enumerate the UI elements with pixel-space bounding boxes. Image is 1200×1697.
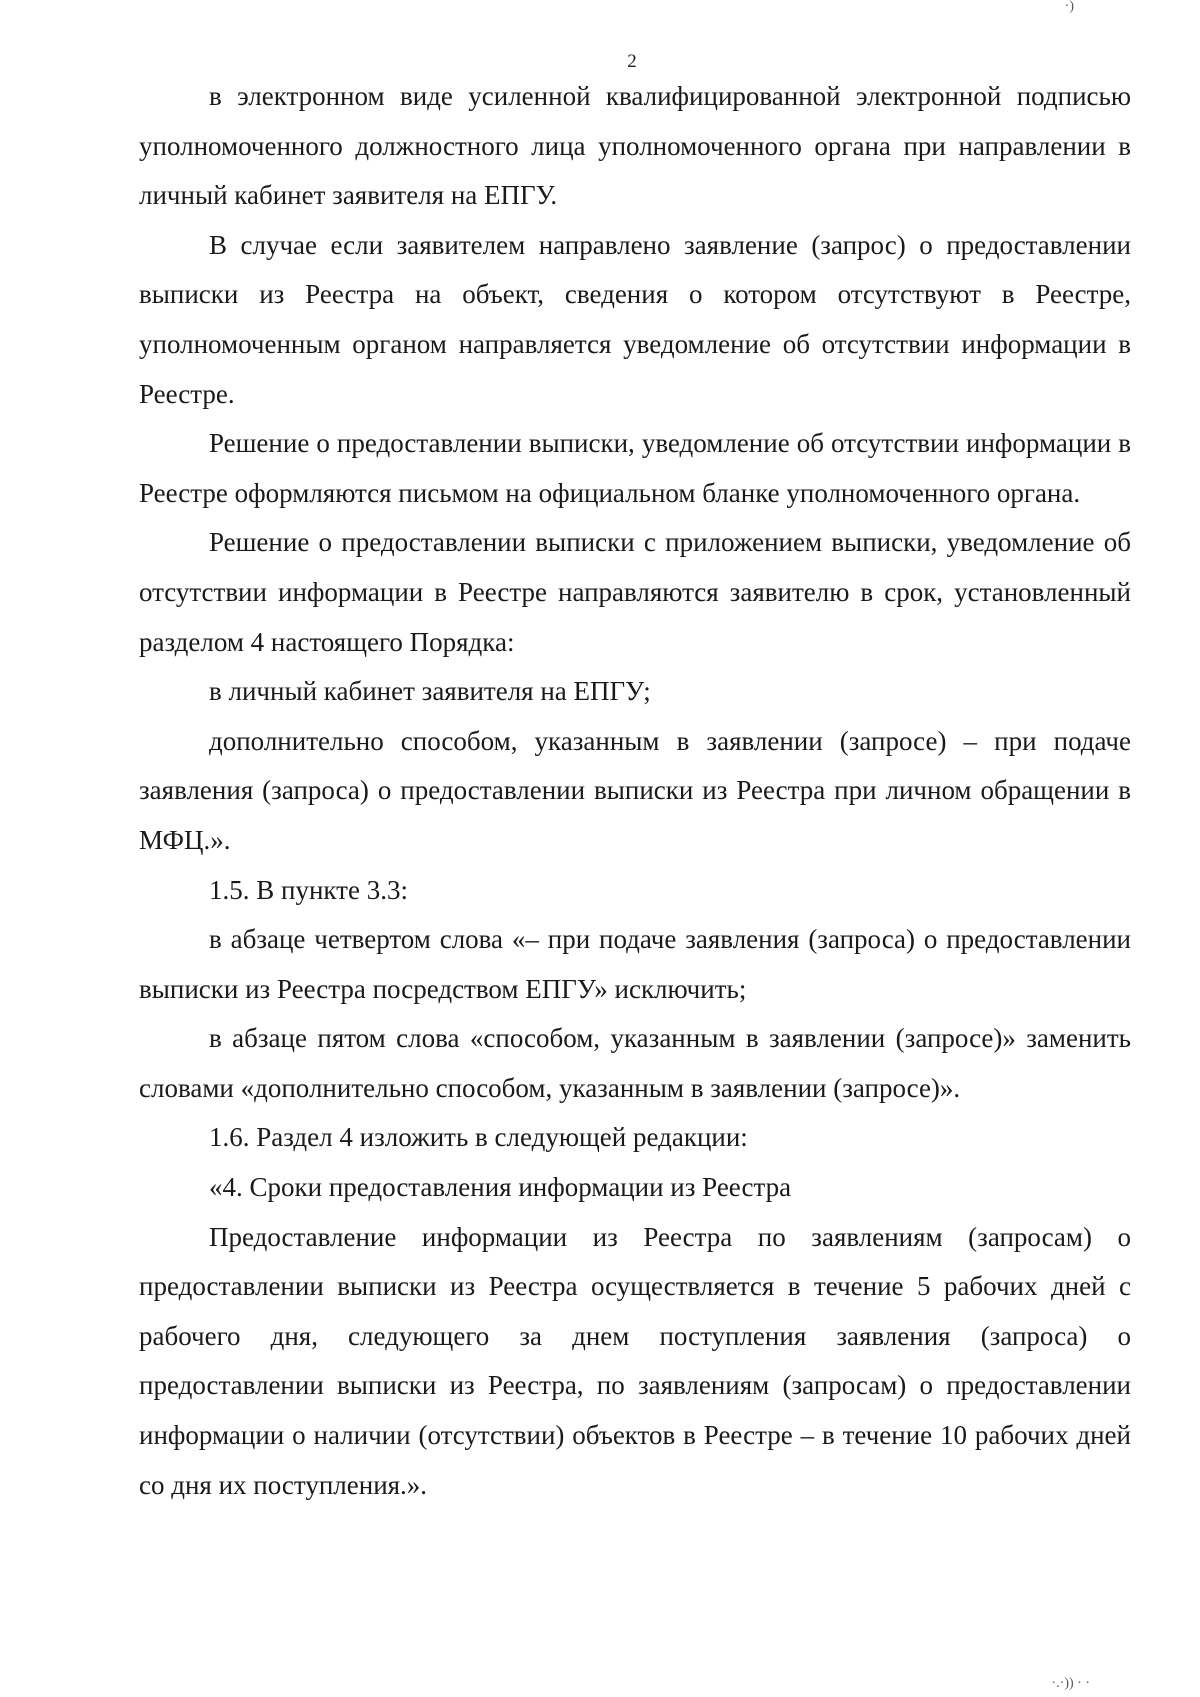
paragraph-amend-fifth: в абзаце пятом слова «способом, указанным в заявлении (запросе)» заменить словами «дополнительно способом, указанным в заявлении (запросе)». <box>139 1023 1131 1103</box>
paragraph-signature-method: в электронном виде усиленной квалифицированной электронной подписью уполномоченного должностного лица уполномоченного органа при направлении в личный кабинет заявителя на ЕПГУ. <box>139 81 1131 211</box>
paragraph-section-4-terms: Предоставление информации из Реестра по заявлениям (запросам) о предоставлении выписки из Реестра осуществляется в течение 5 рабочих дней с рабочего дня, следующего за днем поступления заявления (запроса) о предоставлении выписки из Реестра, по заявлениям (запросам) о предоставлении информации о наличии (отсутствии) объектов в Реестре – в течение 10 рабочих дней со дня их поступления.». <box>139 1221 1131 1500</box>
paragraph-delivery-terms: Решение о предоставлении выписки с приложением выписки, уведомление об отсутствии информации в Реестре направляются заявителю в срок, установленный разделом 4 настоящего Порядка: <box>139 527 1131 657</box>
paragraph-delivery-additional: дополнительно способом, указанным в заявлении (запросе) – при подаче заявления (запроса) о предоставлении выписки из Реестра при личном обращении в МФЦ.». <box>139 725 1131 855</box>
paragraph-item-1-5: 1.5. В пункте 3.3: <box>209 874 408 905</box>
paragraph-delivery-epgu: в личный кабинет заявителя на ЕПГУ; <box>209 676 651 707</box>
paragraph-decision-format: Решение о предоставлении выписки, уведомление об отсутствии информации в Реестре оформляются письмом на официальном бланке уполномоченного органа. <box>139 428 1131 508</box>
scan-mark-bottom: ·.·)) · · <box>1051 1676 1090 1691</box>
page-number: 2 <box>627 51 637 72</box>
paragraph-missing-object-notice: В случае если заявителем направлено заявление (запрос) о предоставлении выписки из Реестра на объект, сведения о котором отсутствуют в Реестре, уполномоченным органом направляется уведомление об отсутствии информации в Реестре. <box>139 229 1131 409</box>
section-4-heading: «4. Сроки предоставления информации из Реестра <box>209 1172 792 1203</box>
scan-mark-top: ·) <box>1064 0 1074 14</box>
paragraph-item-1-6: 1.6. Раздел 4 изложить в следующей редакции: <box>209 1122 748 1153</box>
document-body <box>139 72 1131 1510</box>
paragraph-amend-fourth: в абзаце четвертом слова «– при подаче заявления (запроса) о предоставлении выписки из Реестра посредством ЕПГУ» исключить; <box>139 924 1131 1004</box>
